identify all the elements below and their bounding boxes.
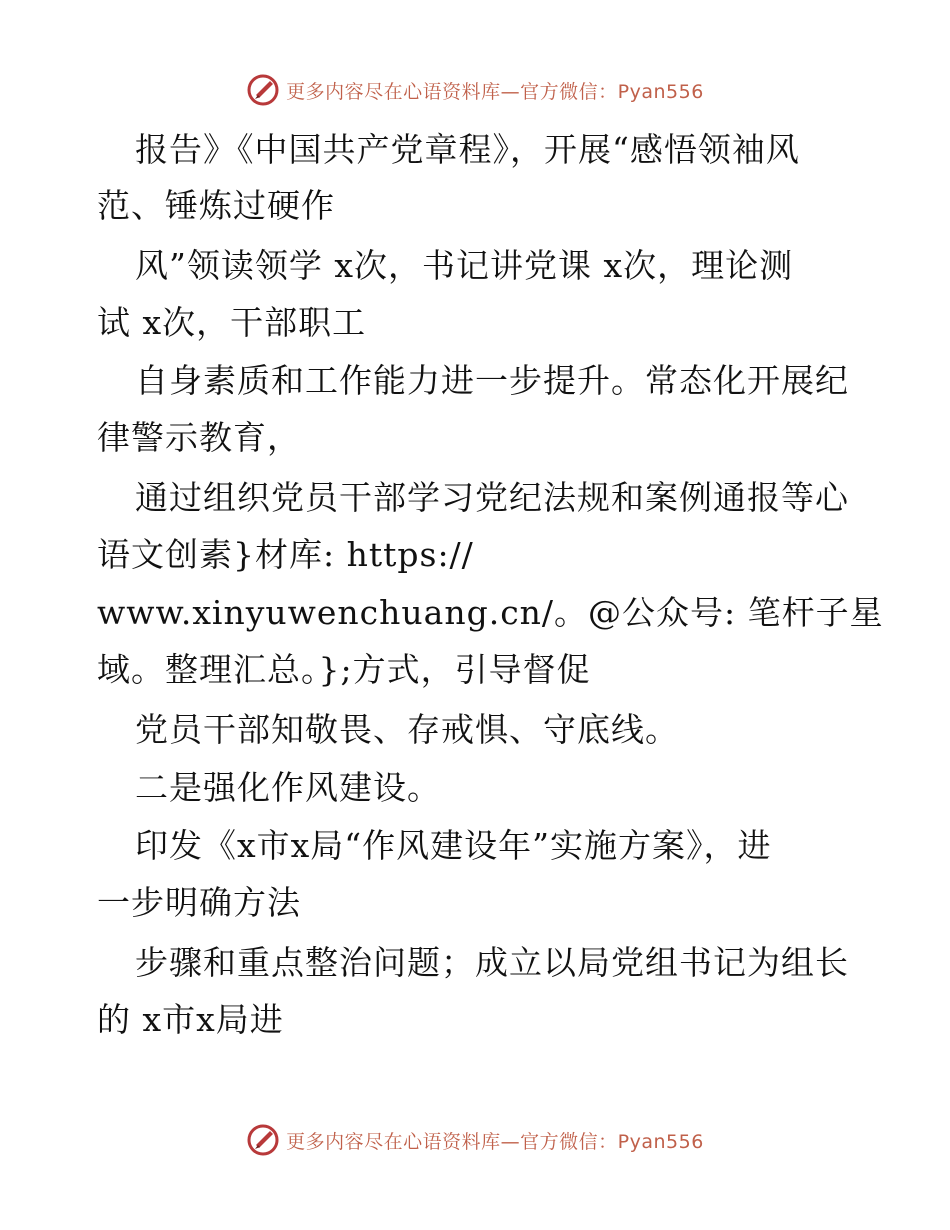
text-line: 印发《x市x局“作风建设年”实施方案》，进 <box>135 826 772 865</box>
footer-banner <box>0 1120 950 1160</box>
text-line: 一步明确方法 <box>97 883 301 922</box>
text-line: 步骤和重点整治问题；成立以局党组书记为组长 <box>135 943 849 982</box>
brand-logo-icon <box>246 73 280 107</box>
text-line: 的 x市x局进 <box>97 1000 284 1039</box>
text-line: 通过组织党员干部学习党纪法规和案例通报等心 <box>135 478 849 517</box>
brand-logo-icon <box>246 1123 280 1157</box>
header-banner <box>0 70 950 110</box>
text-line: 语文创素}材库: https:// <box>97 535 474 574</box>
text-line: 自身素质和工作能力进一步提升。常态化开展纪 <box>135 361 849 400</box>
text-line: 党员干部知敬畏、存戒惧、守底线。 <box>135 710 679 749</box>
text-line: 域。整理汇总。};方式，引导督促 <box>97 650 591 689</box>
text-line: 试 x次，干部职工 <box>97 303 367 342</box>
text-line: 范、锤炼过硬作 <box>97 186 335 225</box>
text-line: 律警示教育， <box>97 418 301 457</box>
text-line: 风”领读领学 x次，书记讲党课 x次，理论测 <box>135 246 794 285</box>
header-banner-text: 更多内容尽在心语资料库—官方微信：Pyan556 <box>286 80 704 103</box>
text-line: 二是强化作风建设。 <box>135 768 441 807</box>
text-line: 报告》《中国共产党章程》，开展“感悟领袖风 <box>135 130 800 169</box>
text-line: www.xinyuwenchuang.cn/。@公众号: 笔杆子星 <box>97 593 884 632</box>
footer-banner-text: 更多内容尽在心语资料库—官方微信：Pyan556 <box>286 1130 704 1153</box>
